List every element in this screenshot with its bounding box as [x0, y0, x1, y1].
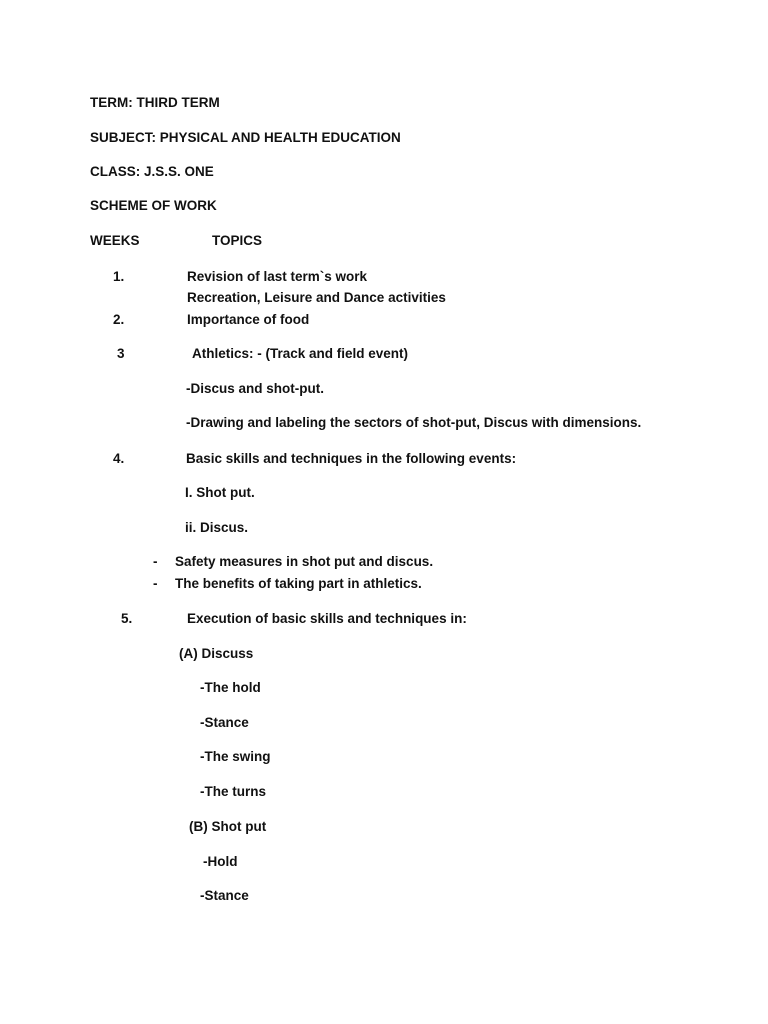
week-1-topic-1: Revision of last term`s work [187, 269, 368, 284]
section-a-item: -The swing [200, 749, 271, 764]
section-a-item: -The turns [200, 784, 266, 799]
week-5-number: 5. [121, 611, 133, 626]
weeks-column-header: WEEKS [90, 233, 140, 248]
section-b-item: -Hold [203, 854, 238, 869]
week-4-number: 4. [113, 451, 125, 466]
week-3-number: 3 [117, 346, 125, 361]
class-line: CLASS: J.S.S. ONE [90, 164, 214, 179]
week-4-item-1: I. Shot put. [185, 485, 255, 500]
section-b-item: -Stance [200, 888, 249, 903]
week-2-number: 2. [113, 312, 125, 327]
section-a-heading: (A) Discuss [179, 646, 254, 661]
week-3-sub-1: -Discus and shot-put. [186, 381, 324, 396]
section-b-heading: (B) Shot put [189, 819, 267, 834]
week-3-topic: Athletics: - (Track and field event) [192, 346, 409, 361]
week-5-topic: Execution of basic skills and techniques in: [187, 611, 467, 626]
week-1-topic-2: Recreation, Leisure and Dance activities [187, 290, 446, 305]
subject-line: SUBJECT: PHYSICAL AND HEALTH EDUCATION [90, 130, 401, 145]
week-4-item-2: ii. Discus. [185, 520, 249, 535]
week-1-number: 1. [113, 269, 125, 284]
section-a-item: -The hold [200, 680, 261, 695]
week-4-topic: Basic skills and techniques in the following events: [186, 451, 517, 466]
bullet-marker: - [153, 554, 158, 569]
week-4-bullet-2: The benefits of taking part in athletics. [175, 576, 422, 591]
week-3-sub-2: -Drawing and labeling the sectors of shot-put, Discus with dimensions. [186, 415, 642, 430]
week-2-topic: Importance of food [187, 312, 310, 327]
document-title: SCHEME OF WORK [90, 198, 217, 213]
topics-column-header: TOPICS [212, 233, 263, 248]
bullet-marker: - [153, 576, 158, 591]
term-line: TERM: THIRD TERM [90, 95, 220, 110]
week-4-bullet-1: Safety measures in shot put and discus. [175, 554, 434, 569]
section-a-item: -Stance [200, 715, 249, 730]
